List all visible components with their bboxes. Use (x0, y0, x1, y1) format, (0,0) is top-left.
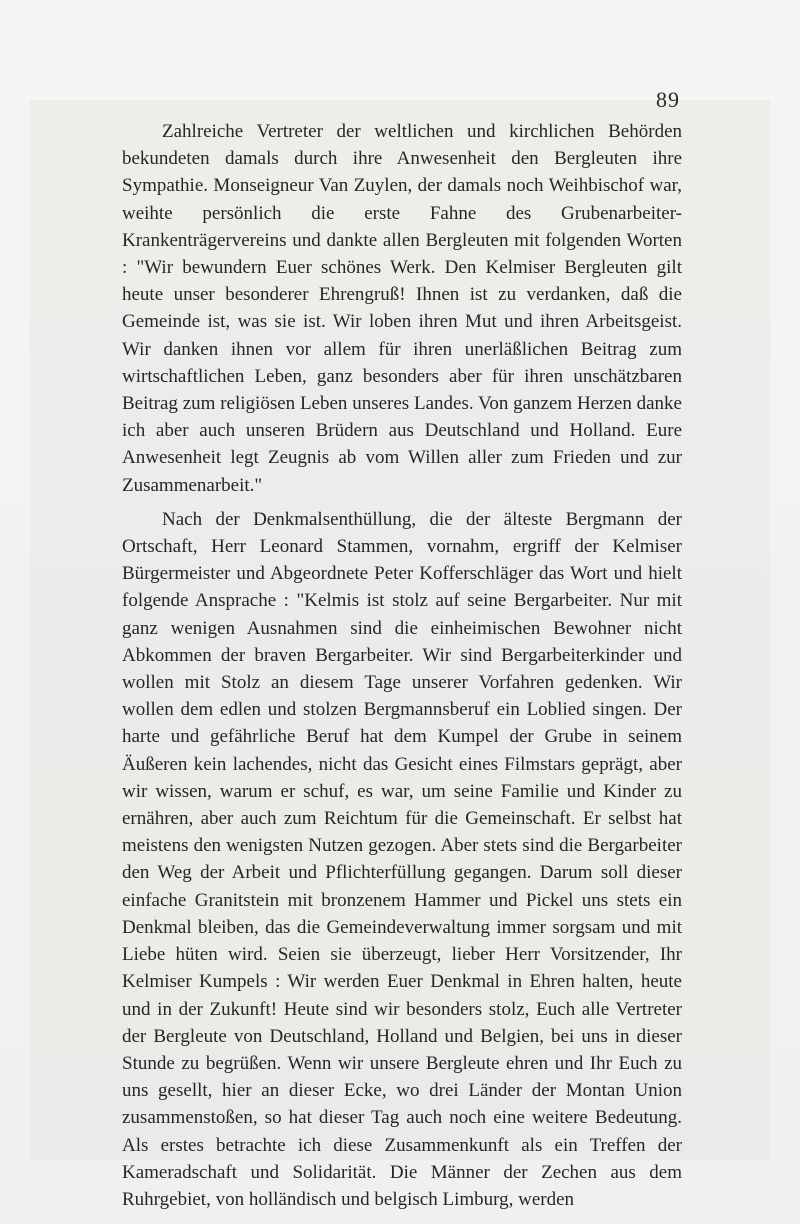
paragraph-2: Nach der Denkmalsenthüllung, die der älteste Bergmann der Ortschaft, Herr Leonard Stammen, vornahm, ergriff der Kelmiser Bürgermeister und Abgeordnete Peter Kofferschläger das Wort und hielt folgende Ansprache : "Kelmis ist stolz auf seine Bergarbeiter. Nur mit ganz wenigen Ausnahmen sind die einheimischen Bewohner nicht Abkommen der braven Bergarbeiter. Wir sind Bergarbeiterkinder und wollen mit Stolz an diesem Tage unserer Vorfahren gedenken. Wir wollen dem edlen und stolzen Bergmannsberuf ein Loblied singen. Der harte und gefährliche Beruf hat dem Kumpel der Grube in seinem Äußeren kein lachendes, nicht das Gesicht eines Filmstars geprägt, aber wir wissen, warum er schuf, es war, um seine Familie und Kinder zu ernähren, aber auch zum Reichtum für die Gemeinschaft. Er selbst hat meistens den wenigsten Nutzen gezogen. Aber stets sind die Bergarbeiter den Weg der Arbeit und Pflichterfüllung gegangen. Darum soll dieser einfache Granitstein mit bronzenem Hammer und Pickel uns stets ein Denkmal bleiben, das die Gemeindeverwaltung immer sorgsam und mit Liebe hüten wird. Seien sie überzeugt, lieber Herr Vorsitzender, Ihr Kelmiser Kumpels : Wir werden Euer Denkmal in Ehren halten, heute und in der Zukunft! Heute sind wir besonders stolz, Euch alle Vertreter der Bergleute von Deutschland, Holland und Belgien, bei uns in dieser Stunde zu begrüßen. Wenn wir unsere Bergleute ehren und Ihr Euch zu uns gesellt, hier an dieser Ecke, wo drei Länder der Montan Union zusammenstoßen, so hat dieser Tag auch noch eine weitere Bedeutung. Als erstes betrachte ich diese Zusammenkunft als ein Treffen der Kameradschaft und Solidarität. Die Männer der Zechen aus dem Ruhrgebiet, von holländisch und belgisch Limburg, werden (122, 508, 682, 1210)
paragraph-1: Zahlreiche Vertreter der weltlichen und kirchlichen Behörden bekundeten damals durch ihre Anwesenheit den Bergleuten ihre Sympathie. Monseigneur Van Zuylen, der damals noch Weihbischof war, weihte persönlich die erste Fahne des Grubenarbeiter-Krankenträgervereins und dankte allen Bergleuten mit folgenden Worten : "Wir bewundern Euer schönes Werk. Den Kelmiser Bergleuten gilt heute unser besonderer Ehrengruß! Ihnen ist zu verdanken, daß die Gemeinde ist, was sie ist. Wir loben ihren Mut und ihren Arbeitsgeist. Wir danken ihnen vor allem für ihren unerläßlichen Beitrag zum wirtschaftlichen Leben, ganz besonders aber für ihren unschätzbaren Beitrag zum religiösen Leben unseres Landes. Von ganzem Herzen danke ich aber auch unseren Brüdern aus Deutschland und Holland. Eure Anwesenheit legt Zeugnis ab vom Willen aller zum Frieden und zur Zusammenarbeit." (122, 121, 682, 496)
body-text (122, 118, 682, 1213)
page-number: 89 (656, 87, 680, 112)
